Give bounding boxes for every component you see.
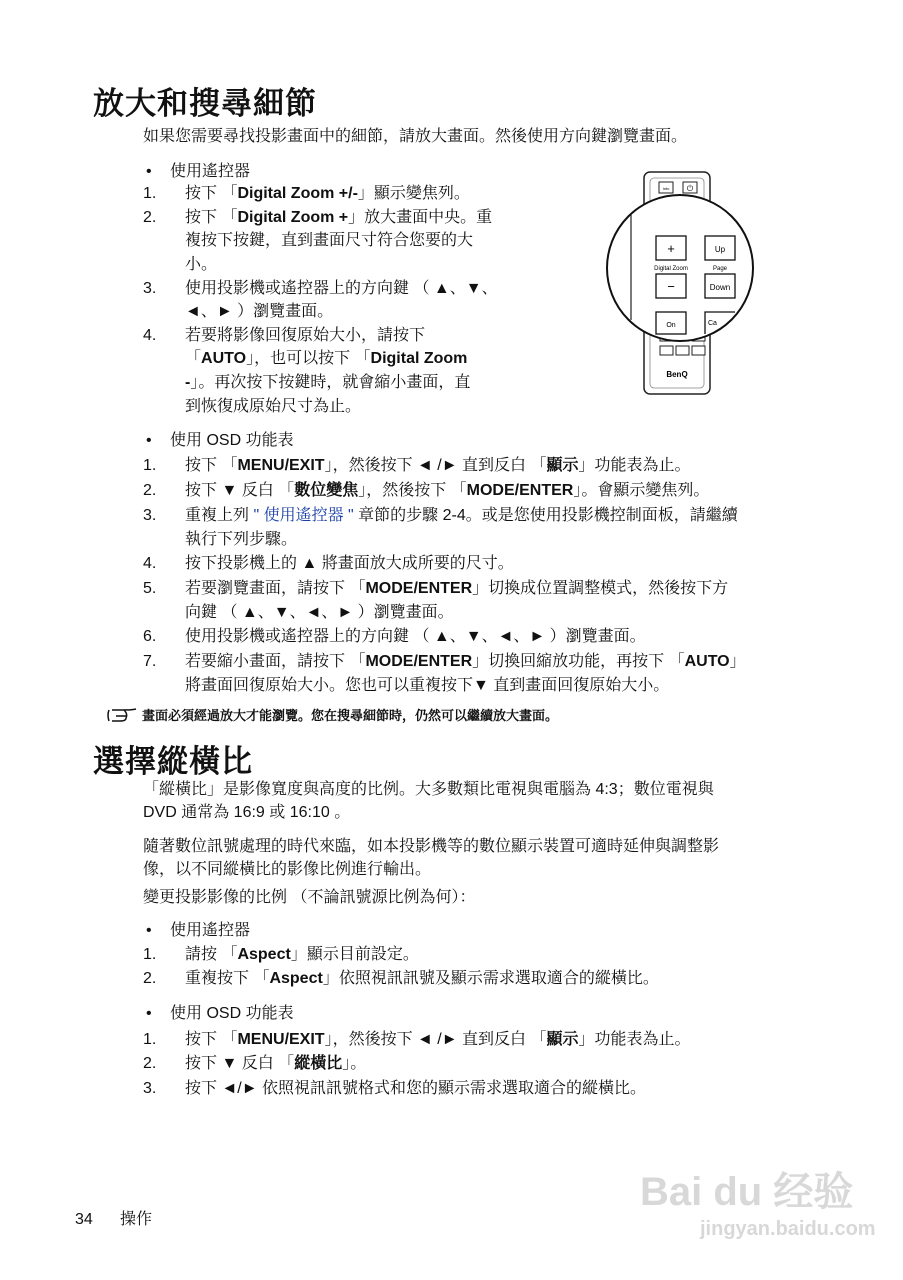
- step-text: [185, 229, 473, 253]
- zoom-out-key: −: [667, 279, 675, 294]
- text-segment: 縱橫比: [294, 1055, 343, 1072]
- text-segment: 」功能表為止。: [578, 1031, 691, 1048]
- text-segment: 」顯示目前設定。: [290, 946, 419, 963]
- text-segment: AUTO: [684, 653, 730, 670]
- step-text: [185, 277, 498, 301]
- para-digital-2: 像，以不同縱橫比的影像比例進行輸出。: [143, 861, 432, 878]
- step-text: [185, 504, 738, 528]
- remote-heading-2: 使用遙控器: [170, 922, 251, 939]
- text-segment: 顯示: [546, 1031, 579, 1048]
- text-segment: MODE/ENTER: [466, 482, 574, 499]
- step-number: 1.: [143, 457, 157, 474]
- step-text: [185, 552, 514, 576]
- text-segment: 按下 「: [185, 209, 238, 226]
- zoom-in-key: +: [667, 241, 675, 256]
- para-aspect-definition-1: 「縱橫比」是影像寬度與高度的比例。大多數類比電視與電腦為 4:3；數位電視與: [143, 781, 714, 798]
- text-segment: MODE/ENTER: [365, 653, 473, 670]
- bullet: •: [146, 1005, 152, 1022]
- text-segment: 」。再次按下按鍵時，就會縮小畫面，直: [190, 374, 471, 391]
- step-text: [185, 395, 361, 419]
- text-segment: 複按下按鍵，直到畫面尺寸符合您要的大: [185, 232, 474, 249]
- step-number: 7.: [143, 653, 157, 670]
- text-segment: 重複上列: [185, 507, 254, 524]
- intro-text: 如果您需要尋找投影畫面中的細節，請放大畫面。然後使用方向鍵瀏覽畫面。: [143, 128, 688, 145]
- text-segment: 「: [185, 350, 202, 367]
- step-number: 3.: [143, 1080, 157, 1097]
- text-segment: 」。: [342, 1055, 367, 1072]
- power-icon: ⏻: [686, 184, 694, 193]
- section-title-aspect: 選擇縱橫比: [93, 744, 253, 779]
- remote-heading: 使用遙控器: [170, 163, 251, 180]
- text-segment: Digital Zoom: [370, 350, 468, 367]
- text-segment: 按下投影機上的 ▲ 將畫面放大成所要的尺寸。: [185, 555, 514, 572]
- footer-section: 操作: [120, 1211, 153, 1228]
- para-digital-1: 隨著數位訊號處理的時代來臨，如本投影機等的數位顯示裝置可適時延伸與調整影: [143, 838, 720, 855]
- step-text: [185, 182, 470, 206]
- text-segment: 章節的步驟 2-4。或是您使用投影機控制面板，請繼續: [353, 507, 738, 524]
- note-text: 畫面必須經過放大才能瀏覽。您在搜尋細節時，仍然可以繼續放大畫面。: [142, 708, 559, 723]
- text-segment: 」，也可以按下 「: [246, 350, 371, 367]
- step-number: 1.: [143, 946, 157, 963]
- text-segment: 」顯示變焦列。: [357, 185, 470, 202]
- page-label: Page: [712, 266, 728, 272]
- remote-control-illustration: [604, 170, 760, 400]
- step-text: [185, 943, 419, 967]
- bullet: •: [146, 163, 152, 180]
- step-number: 6.: [143, 628, 157, 645]
- page-down-key: Down: [709, 283, 731, 292]
- brand-logo: BenQ: [666, 370, 688, 379]
- on-key: On: [666, 322, 676, 329]
- step-text: [185, 674, 669, 698]
- step-text: [185, 601, 454, 625]
- text-segment: 按下 「: [185, 1031, 238, 1048]
- text-segment: 按下 「: [185, 457, 238, 474]
- text-segment: 若要縮小畫面，請按下 「: [185, 653, 366, 670]
- step-text: [185, 479, 709, 503]
- text-segment: AUTO: [201, 350, 247, 367]
- step-text: [185, 300, 333, 324]
- text-segment: 」依照視訊訊號及顯示需求選取適合的縱橫比。: [322, 970, 659, 987]
- step-number: 2.: [143, 970, 157, 987]
- para-aspect-definition-2: DVD 通常為 16:9 或 16:10 。: [143, 804, 351, 821]
- text-segment: 按下 ▼ 反白 「: [185, 482, 295, 499]
- step-text: [185, 253, 217, 277]
- text-segment: 使用投影機或遙控器上的方向鍵 （ ▲、▼、: [185, 280, 498, 297]
- text-segment: 將畫面回復原始大小。您也可以重複按下▼ 直到畫面回復原始大小。: [185, 677, 670, 694]
- text-segment: 」放大畫面中央。重: [348, 209, 493, 226]
- step-text: [185, 1077, 646, 1101]
- text-segment: 向鍵 （ ▲、▼、◄、► ）瀏覽畫面。: [185, 604, 454, 621]
- digital-zoom-label: Digital Zoom: [654, 266, 688, 272]
- text-segment: 顯示: [546, 457, 579, 474]
- osd-heading: 使用 OSD 功能表: [170, 432, 294, 449]
- step-text: [185, 650, 746, 674]
- text-segment: 」，然後按下 「: [358, 482, 467, 499]
- text-segment: MODE/ENTER: [365, 580, 473, 597]
- text-segment: 按下 ▼ 反白 「: [185, 1055, 295, 1072]
- step-number: 3.: [143, 507, 157, 524]
- text-segment: 」: [729, 653, 746, 670]
- text-segment: 請按 「: [185, 946, 238, 963]
- page-number: 34: [75, 1211, 93, 1228]
- step-text: [185, 324, 425, 348]
- step-text: [185, 1028, 691, 1052]
- step-text: [185, 528, 297, 552]
- text-segment: MENU/EXIT: [237, 1031, 325, 1048]
- step-number: 2.: [143, 209, 157, 226]
- step-text: [185, 206, 492, 230]
- step-number: 4.: [143, 327, 157, 344]
- watermark-url: jingyan.baidu.com: [700, 1218, 876, 1240]
- bullet: •: [146, 432, 152, 449]
- text-segment: 」切換成位置調整模式，然後按下方: [472, 580, 729, 597]
- para-change-ratio: 變更投影影像的比例 （不論訊號源比例為何）：: [143, 889, 476, 906]
- cancel-key: Ca: [708, 320, 717, 327]
- section-title-zoom: 放大和搜尋細節: [93, 86, 317, 121]
- step-text: [185, 1052, 366, 1076]
- bullet: •: [146, 922, 152, 939]
- text-segment: 到恢復成原始尺寸為止。: [185, 398, 362, 415]
- step-number: 2.: [143, 482, 157, 499]
- text-segment: MENU/EXIT: [237, 457, 325, 474]
- text-segment: 按下 「: [185, 185, 238, 202]
- text-segment: 數位變焦: [294, 482, 359, 499]
- step-number: 4.: [143, 555, 157, 572]
- text-segment: -: [185, 374, 191, 391]
- text-segment: Digital Zoom +: [237, 209, 349, 226]
- text-segment: 若要將影像回復原始大小，請按下: [185, 327, 426, 344]
- text-segment: ◄、► ）瀏覽畫面。: [185, 303, 334, 320]
- step-text: [185, 577, 728, 601]
- text-segment: 」，然後按下 ◄ /► 直到反白 「: [324, 457, 547, 474]
- page-up-key: Up: [714, 245, 726, 254]
- pointing-hand-icon: [106, 706, 140, 729]
- link-remote-section[interactable]: " 使用遙控器 ": [253, 507, 354, 524]
- step-number: 1.: [143, 1031, 157, 1048]
- text-segment: 」切換回縮放功能，再按下 「: [472, 653, 685, 670]
- text-segment: 使用投影機或遙控器上的方向鍵 （ ▲、▼、◄、► ）瀏覽畫面。: [185, 628, 646, 645]
- step-number: 2.: [143, 1055, 157, 1072]
- text-segment: 按下 ◄/► 依照視訊訊號格式和您的顯示需求選取適合的縱橫比。: [185, 1080, 647, 1097]
- step-number: 3.: [143, 280, 157, 297]
- text-segment: Digital Zoom +/-: [237, 185, 358, 202]
- step-number: 1.: [143, 185, 157, 202]
- text-segment: 小。: [185, 256, 218, 273]
- step-number: 5.: [143, 580, 157, 597]
- text-segment: 若要瀏覽畫面，請按下 「: [185, 580, 366, 597]
- step-text: [185, 967, 659, 991]
- text-segment: 」。會顯示變焦列。: [573, 482, 710, 499]
- step-text: [185, 347, 467, 371]
- text-segment: 」功能表為止。: [578, 457, 691, 474]
- step-text: [185, 371, 470, 395]
- text-segment: 重複按下 「: [185, 970, 270, 987]
- text-segment: 」，然後按下 ◄ /► 直到反白 「: [324, 1031, 547, 1048]
- text-segment: Aspect: [237, 946, 291, 963]
- step-text: [185, 625, 646, 649]
- info-key-label: Info: [662, 186, 670, 191]
- osd-heading-2: 使用 OSD 功能表: [170, 1005, 294, 1022]
- text-segment: 執行下列步驟。: [185, 531, 298, 548]
- text-segment: Aspect: [269, 970, 323, 987]
- watermark-logo: Bai du 经验: [640, 1170, 854, 1214]
- step-text: [185, 454, 691, 478]
